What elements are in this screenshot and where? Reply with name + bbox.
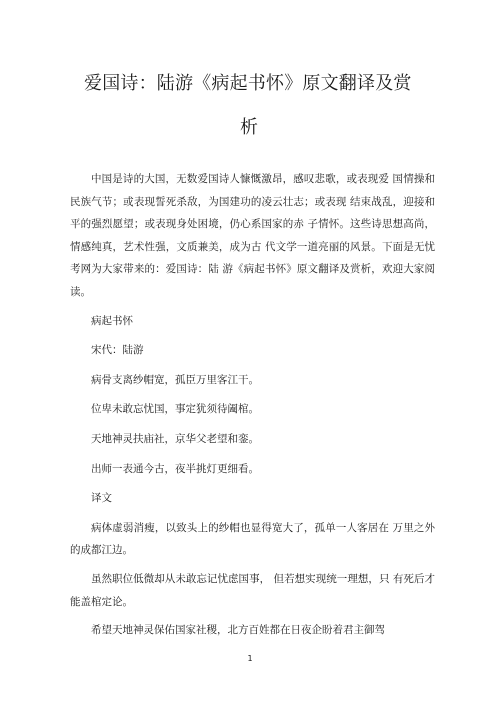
poem-line: 位卑未敢忘忧国，事定犹须待阖棺。 (91, 403, 259, 416)
translation-paragraph: 虽然职位低微却从未敢忘记忧虑国事， 但若想实现统一理想，只 有死后才能盖棺定论。 (70, 572, 435, 608)
translation-paragraph: 病体虚弱消瘦，以致头上的纱帽也显得宽大了，孤单一人客居在 万里之外的成都江边。 (70, 521, 435, 557)
poem-title: 病起书怀 (91, 314, 133, 327)
page-number: 1 (247, 654, 253, 663)
poem-line: 病骨支离纱帽宽，孤臣万里客江干。 (91, 373, 259, 386)
poem-line: 天地神灵扶庙社，京华父老望和銮。 (91, 432, 259, 445)
intro-paragraph: 中国是诗的大国，无数爱国诗人慷慨激昂，感叹悲歌，或表现爱 国情操和民族气节；或表现誓死杀敌，为国建功的凌云壮志；或表现 结束战乱，迎接和平的强烈愿望；或表现身处困境，仍心系国家的赤 子情怀。这些诗思想高尚，情感纯真，艺术性强，文质兼美，成为古 代文学一道亮丽的风景。下面是无忧考网为大家带来的：爱国诗：陆 游《病起书怀》原文翻译及赏析，欢迎大家阅读。 (70, 173, 435, 298)
translation-paragraph: 希望天地神灵保佑国家社稷，北方百姓都在日夜企盼着君主御驾 (91, 624, 385, 637)
document-body (70, 168, 435, 642)
document-title-continuation: 析 (240, 117, 258, 138)
document-title: 爱国诗：陆游《病起书怀》原文翻译及赏 (84, 73, 412, 94)
translation-heading: 译文 (91, 492, 112, 505)
poem-line: 出师一表通今古，夜半挑灯更细看。 (91, 462, 259, 475)
poem-author: 宋代：陆游 (91, 344, 144, 357)
